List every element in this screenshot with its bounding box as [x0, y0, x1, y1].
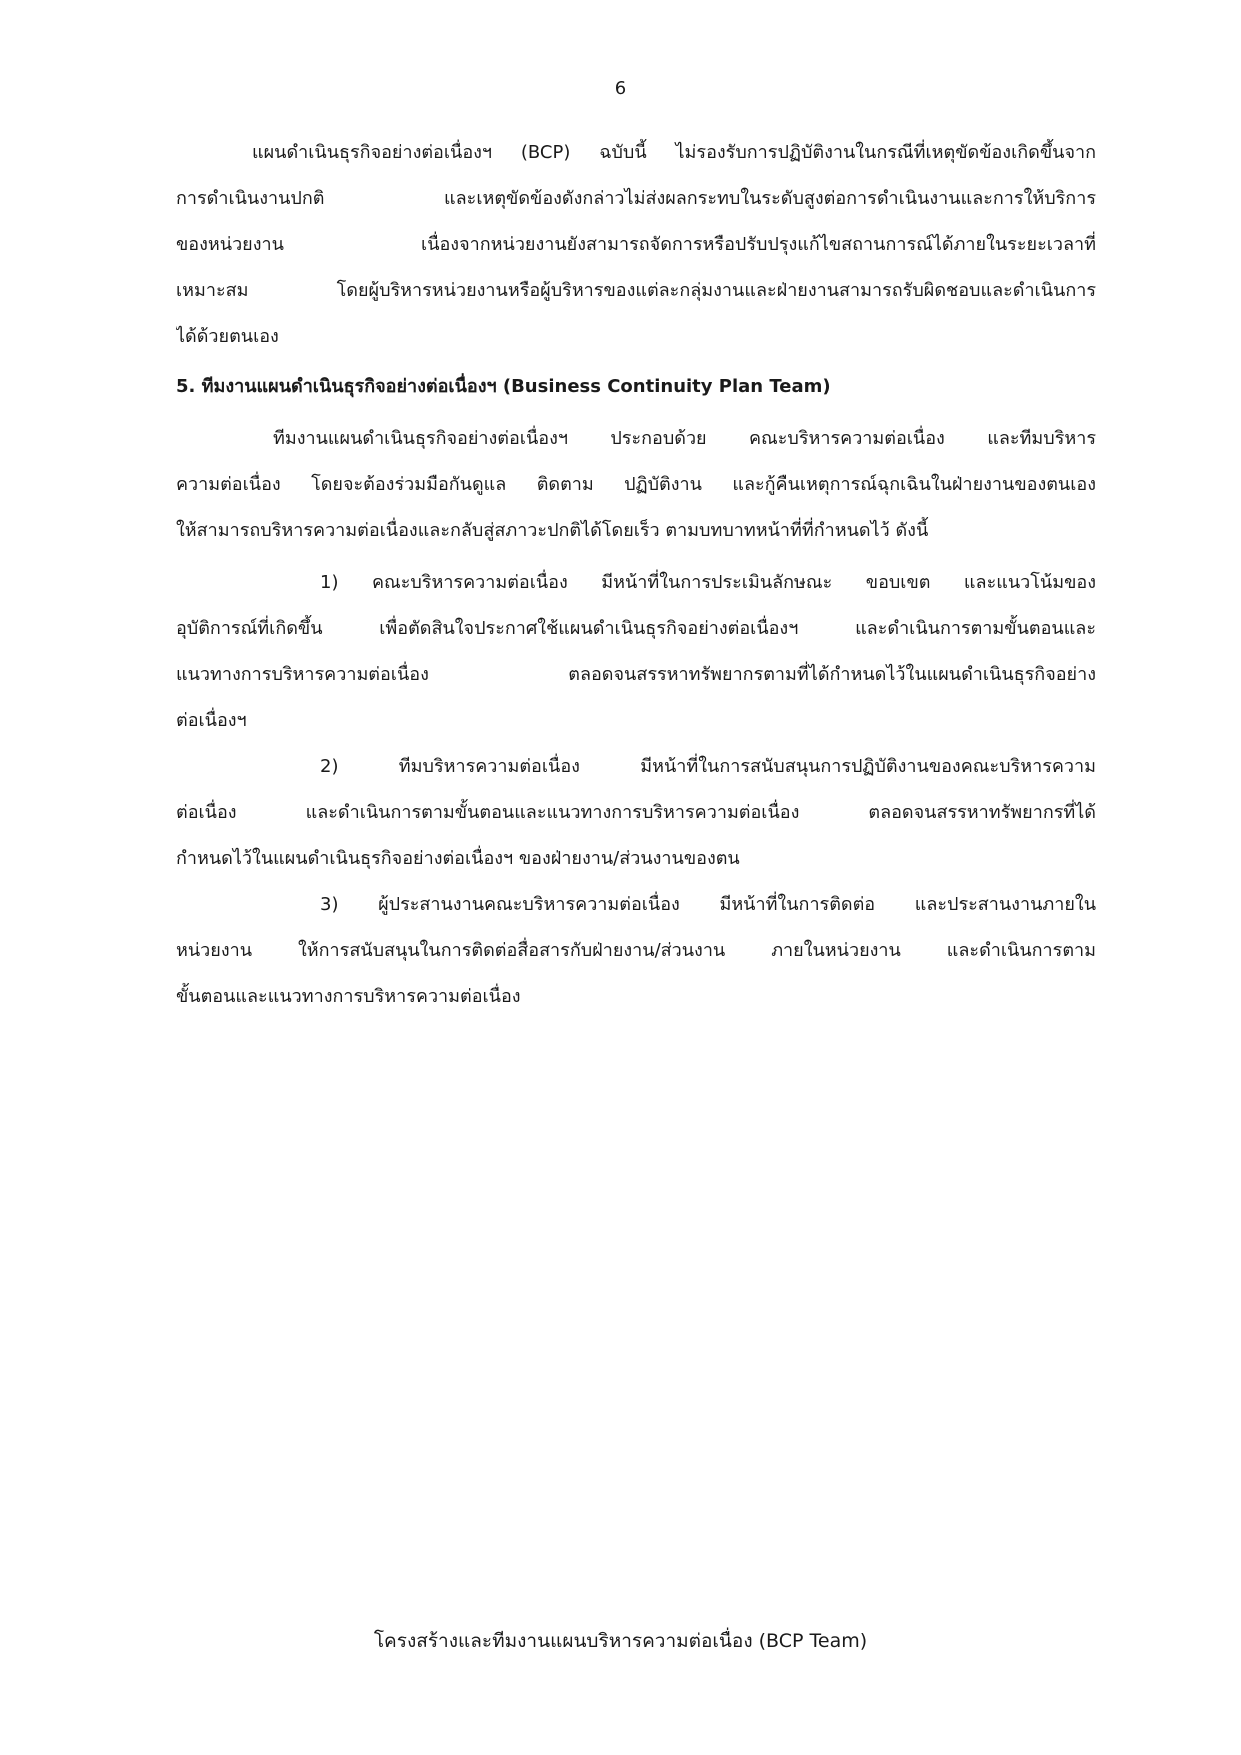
paragraph-line: ความต่อเนื่อง โดยจะต้องร่วมมือกันดูแล ติดตาม ปฏิบัติงาน และกู้คืนเหตุการณ์ฉุกเฉินในฝ่ายงานของตนเอง: [176, 474, 1096, 495]
list-item-committee: [176, 560, 1096, 744]
page-footer: โครงสร้างและทีมงานแผนบริหารความต่อเนื่อง (BCP Team): [373, 1630, 868, 1652]
paragraph-line: อุบัติการณ์ที่เกิดขึ้น เพื่อตัดสินใจประกาศใช้แผนดำเนินธุรกิจอย่างต่อเนื่องฯ และดำเนินการตามขั้นตอนและ: [176, 618, 1096, 639]
paragraph-line: ทีมงานแผนดำเนินธุรกิจอย่างต่อเนื่องฯ ประกอบด้วย คณะบริหารความต่อเนื่อง และทีมบริหาร: [273, 428, 1096, 449]
paragraph-line: ได้ด้วยตนเอง: [176, 326, 279, 347]
paragraph-line: ต่อเนื่องฯ: [176, 710, 247, 731]
paragraph-line: เหมาะสม โดยผู้บริหารหน่วยงานหรือผู้บริหารของแต่ละกลุ่มงานและฝ่ายงานสามารถรับผิดชอบและดำเนินการ: [176, 280, 1096, 301]
paragraph-team-intro: [176, 416, 1096, 554]
list-item-coordinator: [176, 882, 1096, 1020]
paragraph-line: 3) ผู้ประสานงานคณะบริหารความต่อเนื่อง มีหน้าที่ในการติดต่อ และประสานงานภายใน: [320, 894, 1096, 915]
list-item-team: [176, 744, 1096, 882]
paragraph-line: กำหนดไว้ในแผนดำเนินธุรกิจอย่างต่อเนื่องฯ ของฝ่ายงาน/ส่วนงานของตน: [176, 848, 740, 869]
paragraph-line: 1) คณะบริหารความต่อเนื่อง มีหน้าที่ในการประเมินลักษณะ ขอบเขต และแนวโน้มของ: [320, 572, 1096, 593]
paragraph-bcp-scope: [176, 130, 1096, 360]
paragraph-line: ขั้นตอนและแนวทางการบริหารความต่อเนื่อง: [176, 986, 521, 1007]
paragraph-line: แผนดำเนินธุรกิจอย่างต่อเนื่องฯ (BCP) ฉบับนี้ ไม่รองรับการปฏิบัติงานในกรณีที่เหตุขัดข้องเกิดขึ้นจาก: [252, 142, 1096, 163]
paragraph-line: ต่อเนื่อง และดำเนินการตามขั้นตอนและแนวทางการบริหารความต่อเนื่อง ตลอดจนสรรหาทรัพยากรที่ได้: [176, 802, 1096, 823]
page-number: 6: [614, 78, 627, 99]
paragraph-line: ให้สามารถบริหารความต่อเนื่องและกลับสู่สภาวะปกติได้โดยเร็ว ตามบทบาทหน้าที่ที่กำหนดไว้ ดังนี้: [176, 520, 929, 541]
paragraph-line: 2) ทีมบริหารความต่อเนื่อง มีหน้าที่ในการสนับสนุนการปฏิบัติงานของคณะบริหารความ: [320, 756, 1096, 777]
section-heading: 5. ทีมงานแผนดำเนินธุรกิจอย่างต่อเนื่องฯ (Business Continuity Plan Team): [176, 376, 831, 397]
paragraph-line: หน่วยงาน ให้การสนับสนุนในการติดต่อสื่อสารกับฝ่ายงาน/ส่วนงาน ภายในหน่วยงาน และดำเนินการตาม: [176, 940, 1096, 961]
document-body: [176, 130, 1096, 1020]
paragraph-line: ของหน่วยงาน เนื่องจากหน่วยงานยังสามารถจัดการหรือปรับปรุงแก้ไขสถานการณ์ได้ภายในระยะเวลาที่: [176, 234, 1096, 255]
paragraph-line: การดำเนินงานปกติ และเหตุขัดข้องดังกล่าวไม่ส่งผลกระทบในระดับสูงต่อการดำเนินงานและการให้บริการ: [176, 188, 1096, 209]
paragraph-line: แนวทางการบริหารความต่อเนื่อง ตลอดจนสรรหาทรัพยากรตามที่ได้กำหนดไว้ในแผนดำเนินธุรกิจอย่าง: [176, 664, 1096, 685]
